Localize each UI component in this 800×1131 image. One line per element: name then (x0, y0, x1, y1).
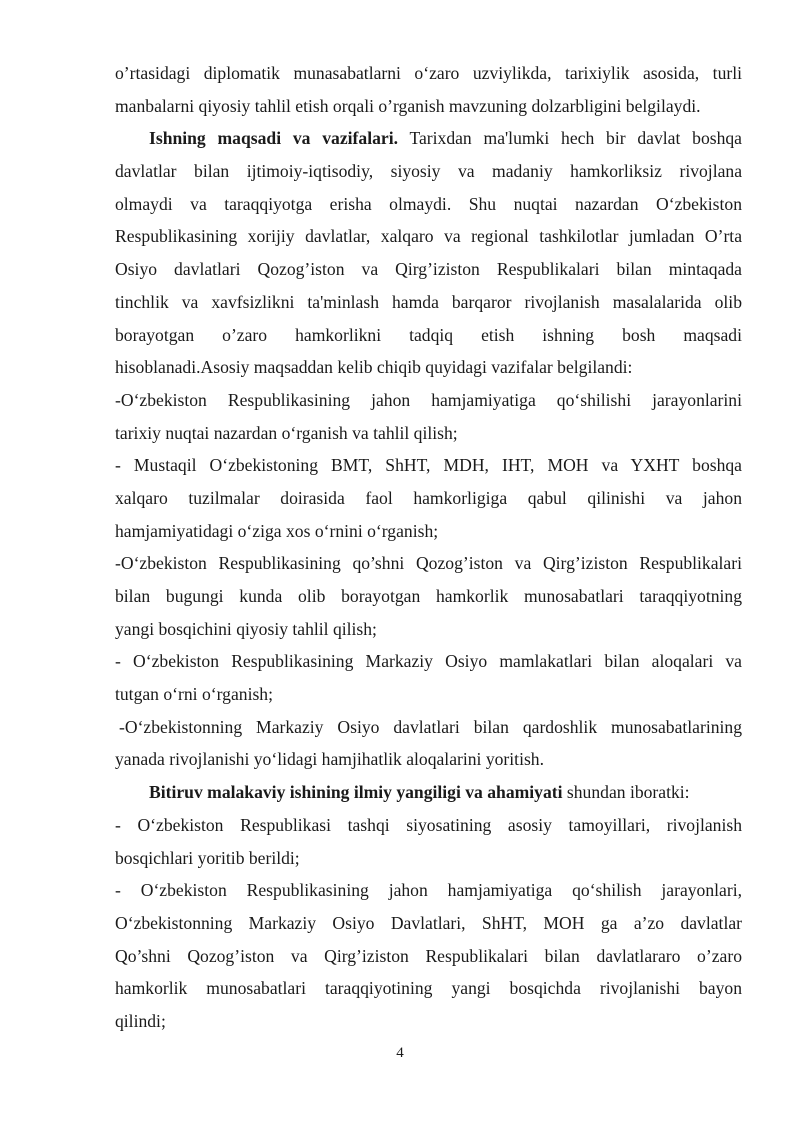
text-line: hamkorlik munosabatlari taraqqiyotining yangi bosqichda rivojlanishi bayon (115, 978, 742, 999)
text-line: Qo’shni Qozog’iston va Qirg’iziston Respublikalari bilan davlatlararo o’zaro (115, 945, 742, 966)
section-heading-line (115, 776, 742, 809)
text-line: yangi bosqichini qiyosiy tahlil qilish; (115, 618, 377, 639)
text-line: -O‘zbekiston Respublikasining qo’shni Qozog’iston va Qirg’iziston Respublikalari (115, 553, 742, 574)
text-run: Tarixdan ma'lumki hech bir davlat boshqa (397, 128, 742, 149)
section-heading: Bitiruv malakaviy ishining ilmiy yangiligi va ahamiyati (149, 782, 563, 803)
text-line: hisoblanadi.Asosiy maqsaddan kelib chiqib quyidagi vazifalar belgilandi: (115, 357, 633, 378)
text-line: manbalarni qiyosiy tahlil etish orqali o’rganish mavzuning dolzarbligini belgilaydi. (115, 95, 701, 116)
text-line: Osiyo davlatlari Qozog’iston va Qirg’iziston Respublikalari bilan mintaqada (115, 259, 742, 280)
text-line: xalqaro tuzilmalar doirasida faol hamkorligiga qabul qilinishi va jahon (115, 487, 742, 508)
text-line: tutgan o‘rni o‘rganish; (115, 684, 273, 705)
text-line: - O‘zbekiston Respublikasi tashqi siyosatining asosiy tamoyillari, rivojlanish (115, 814, 742, 835)
text-run: shundan iboratki: (562, 782, 690, 803)
text-line: O‘zbekistonning Markaziy Osiyo Davlatlari, ShHT, MOH ga a’zo davlatlar (115, 912, 742, 933)
text-line: olmaydi va taraqqiyotga erisha olmaydi. Shu nuqtai nazardan O‘zbekiston (115, 193, 742, 214)
text-line: bilan bugungi kunda olib borayotgan hamkorlik munosabatlari taraqqiyotning (115, 586, 742, 606)
text-line: - O‘zbekiston Respublikasining Markaziy Osiyo mamlakatlari bilan aloqalari va (115, 651, 742, 672)
body-text (115, 57, 742, 1038)
text-line: -O‘zbekiston Respublikasining jahon hamjamiyatiga qo‘shilishi jarayonlarini (115, 389, 742, 410)
text-line: Respublikasining xorijiy davlatlar, xalqaro va regional tashkilotlar jumladan O’rta (115, 226, 742, 247)
page-number: 4 (396, 1045, 404, 1061)
text-line: tinchlik va xavfsizlikni ta'minlash hamda barqaror rivojlanish masalalarida olib (115, 291, 742, 312)
section-heading-line (115, 122, 742, 155)
text-line: borayotgan o’zaro hamkorlikni tadqiq etish ishning bosh maqsadi (115, 324, 742, 345)
text-line: bosqichlari yoritib berildi; (115, 847, 300, 868)
text-line: tarixiy nuqtai nazardan o‘rganish va tahlil qilish; (115, 422, 458, 443)
text-line: - Mustaqil O‘zbekistoning BMT, ShHT, MDH, IHT, MOH va YXHT boshqa (115, 455, 742, 476)
text-line: qilindi; (115, 1010, 166, 1031)
text-line: yanada rivojlanishi yo‘lidagi hamjihatlik aloqalarini yoritish. (115, 749, 544, 770)
text-line: davlatlar bilan ijtimoiy-iqtisodiy, siyosiy va madaniy hamkorliksiz rivojlana (115, 161, 742, 182)
text-line: hamjamiyatidagi o‘ziga xos o‘rnini o‘rganish; (115, 520, 439, 541)
text-line: o’rtasidagi diplomatik munasabatlarni o‘zaro uzviylikda, tarixiylik asosida, turli (115, 63, 742, 83)
section-heading: Ishning maqsadi va vazifalari. (149, 128, 398, 149)
text-line: - O‘zbekiston Respublikasining jahon hamjamiyatiga qo‘shilish jarayonlari, (115, 880, 742, 901)
text-line: -O‘zbekistonning Markaziy Osiyo davlatlari bilan qardoshlik munosabatlarining (119, 716, 742, 737)
